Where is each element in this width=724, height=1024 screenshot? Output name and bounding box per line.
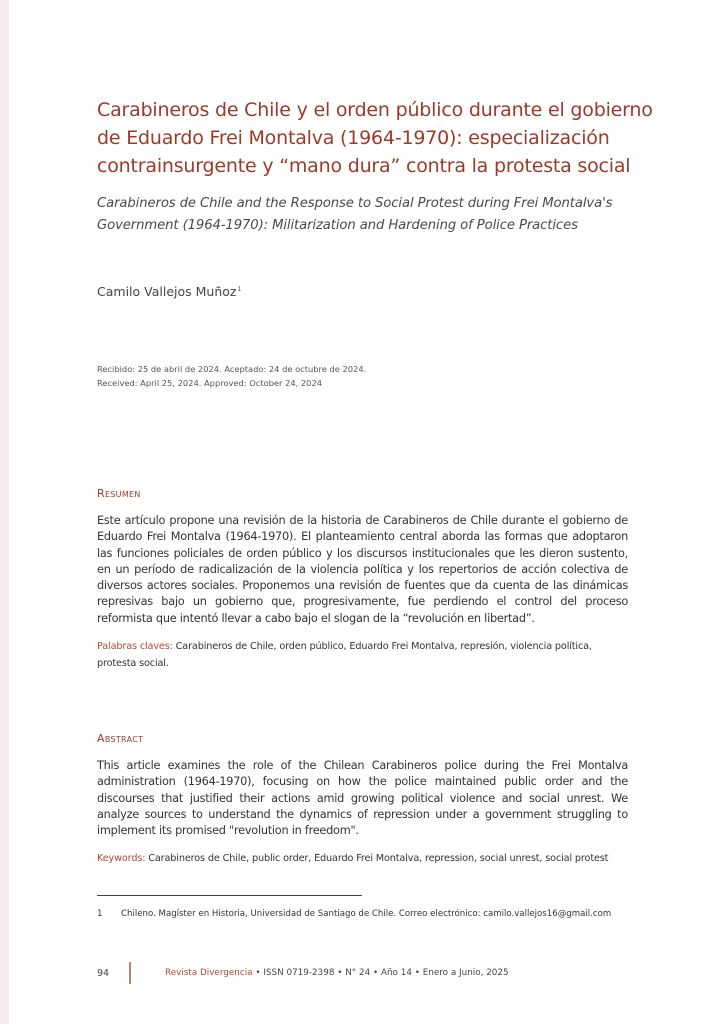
resumen-heading: Resumen bbox=[97, 487, 141, 500]
footnote bbox=[97, 909, 657, 919]
article-title: Carabineros de Chile y el orden público durante el gobierno de Eduardo Frei Montalva (1964-1970): especialización contrainsurgente y “mano dura” contra la protesta social bbox=[97, 99, 653, 177]
author-line bbox=[97, 284, 241, 299]
resumen-keywords bbox=[97, 638, 628, 672]
resumen-keywords-list: Carabineros de Chile, orden público, Eduardo Frei Montalva, represión, violencia política, protesta social. bbox=[97, 641, 592, 669]
footer-divider bbox=[129, 962, 131, 984]
footnote-text: Chileno. Magíster en Historia, Universidad de Santiago de Chile. Correo electrónico: camilo.vallejos16@gmail.com bbox=[121, 909, 612, 919]
author-name: Camilo Vallejos Muñoz bbox=[97, 284, 237, 299]
footnote-divider bbox=[97, 895, 362, 896]
abstract-text: This article examines the role of the Chilean Carabineros police during the Frei Montalva administration (1964-1970), focusing on how the police maintained public order and the discourses that justified their actions amid growing political violence and social unrest. We analyze sources to understand the dynamics of repression under a government struggling to implement its promised "revolution in freedom". bbox=[97, 759, 628, 838]
journal-name: Revista Divergencia bbox=[165, 968, 253, 978]
submission-dates bbox=[97, 363, 657, 390]
journal-details: • ISSN 0719-2398 • N° 24 • Año 14 • Enero a Junio, 2025 bbox=[252, 968, 509, 978]
resumen-text: Este artículo propone una revisión de la historia de Carabineros de Chile durante el gobierno de Eduardo Frei Montalva (1964-1970). El planteamiento central aborda las formas que adoptaron las funciones policiales de orden público y los discursos institucionales que les dieron sustento, en un período de radicalización de la violencia política y los repertorios de acción colectiva de diversos actores sociales. Proponemos una revisión de fuentes que da cuenta de las dinámicas represivas bajo un gobierno que, progresivamente, fue perdiendo el control del proceso reformista que intentó llevar a cabo bajo el slogan de la “revolución en libertad”. bbox=[97, 514, 628, 625]
abstract-keywords bbox=[97, 850, 628, 867]
footnote-number: 1 bbox=[97, 909, 103, 919]
dates-english: Received: April 25, 2024. Approved: October 24, 2024 bbox=[97, 377, 323, 388]
author-footnote-mark[interactable]: 1 bbox=[237, 286, 242, 293]
abstract-keywords-list: Carabineros de Chile, public order, Eduardo Frei Montalva, repression, social unrest, social protest bbox=[148, 853, 609, 864]
abstract-keywords-label: Keywords: bbox=[97, 853, 146, 864]
journal-footer bbox=[165, 968, 509, 978]
article-subtitle-english: Carabineros de Chile and the Response to Social Protest during Frei Montalva's Government (1964-1970): Militarization and Hardening of Police Practices bbox=[97, 196, 613, 233]
resumen-keywords-label: Palabras claves: bbox=[97, 641, 173, 652]
page-number: 94 bbox=[97, 968, 110, 979]
page-edge-strip bbox=[0, 0, 9, 1024]
dates-spanish: Recibido: 25 de abril de 2024. Aceptado: 24 de octubre de 2024. bbox=[97, 364, 367, 374]
abstract-heading: Abstract bbox=[97, 732, 144, 745]
